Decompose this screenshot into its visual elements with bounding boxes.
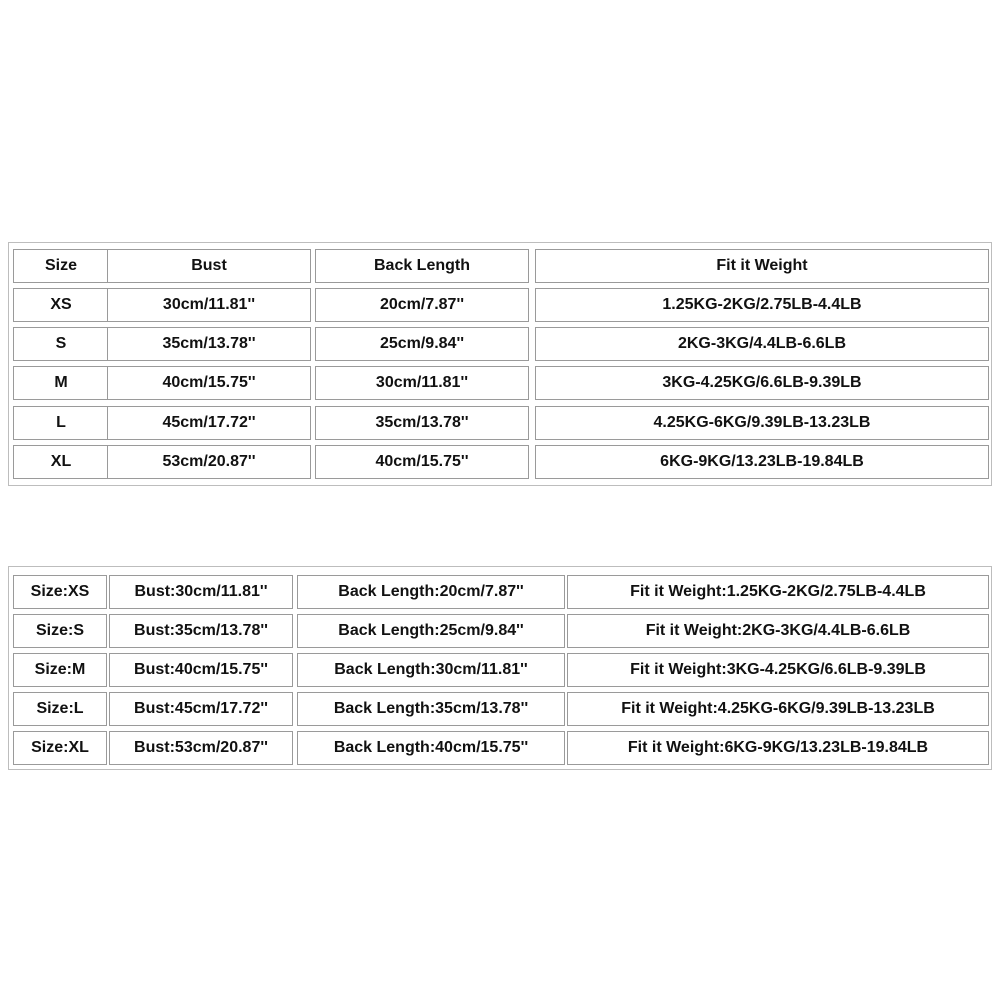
table-cell: 4.25KG-6KG/9.39LB-13.23LB: [535, 406, 989, 440]
table-cell: Fit it Weight:6KG-9KG/13.23LB-19.84LB: [567, 731, 989, 765]
table-cell: Back Length:40cm/15.75'': [297, 731, 565, 765]
labeled-size-chart-table: [8, 566, 992, 770]
header-size: Size: [13, 249, 109, 283]
table-cell: Fit it Weight:4.25KG-6KG/9.39LB-13.23LB: [567, 692, 989, 726]
table-cell: 35cm/13.78'': [107, 327, 311, 361]
table-cell: Bust:45cm/17.72'': [109, 692, 293, 726]
table-cell: Bust:35cm/13.78'': [109, 614, 293, 648]
table-cell: Size:XL: [13, 731, 107, 765]
table-cell: Size:M: [13, 653, 107, 687]
header-fit-weight: Fit it Weight: [535, 249, 989, 283]
table-cell: M: [13, 366, 109, 400]
table-cell: 53cm/20.87'': [107, 445, 311, 479]
table-cell: S: [13, 327, 109, 361]
size-chart-table: [8, 242, 992, 486]
table-cell: 1.25KG-2KG/2.75LB-4.4LB: [535, 288, 989, 322]
table-cell: Bust:53cm/20.87'': [109, 731, 293, 765]
table-cell: Back Length:20cm/7.87'': [297, 575, 565, 609]
table-cell: Size:L: [13, 692, 107, 726]
table-cell: Fit it Weight:1.25KG-2KG/2.75LB-4.4LB: [567, 575, 989, 609]
table-cell: 30cm/11.81'': [107, 288, 311, 322]
table-cell: 3KG-4.25KG/6.6LB-9.39LB: [535, 366, 989, 400]
table-cell: 35cm/13.78'': [315, 406, 529, 440]
table-cell: L: [13, 406, 109, 440]
table-cell: XS: [13, 288, 109, 322]
table-cell: 40cm/15.75'': [315, 445, 529, 479]
table-cell: Bust:40cm/15.75'': [109, 653, 293, 687]
table-cell: 20cm/7.87'': [315, 288, 529, 322]
table-cell: 40cm/15.75'': [107, 366, 311, 400]
table-cell: Size:S: [13, 614, 107, 648]
table-cell: XL: [13, 445, 109, 479]
table-cell: Size:XS: [13, 575, 107, 609]
table-cell: 30cm/11.81'': [315, 366, 529, 400]
table-cell: 25cm/9.84'': [315, 327, 529, 361]
table-cell: Fit it Weight:2KG-3KG/4.4LB-6.6LB: [567, 614, 989, 648]
table-cell: 2KG-3KG/4.4LB-6.6LB: [535, 327, 989, 361]
table-cell: Fit it Weight:3KG-4.25KG/6.6LB-9.39LB: [567, 653, 989, 687]
table-cell: Back Length:25cm/9.84'': [297, 614, 565, 648]
header-back-length: Back Length: [315, 249, 529, 283]
table-cell: Bust:30cm/11.81'': [109, 575, 293, 609]
table-cell: Back Length:30cm/11.81'': [297, 653, 565, 687]
table-cell: 45cm/17.72'': [107, 406, 311, 440]
table-cell: 6KG-9KG/13.23LB-19.84LB: [535, 445, 989, 479]
header-bust: Bust: [107, 249, 311, 283]
table-cell: Back Length:35cm/13.78'': [297, 692, 565, 726]
